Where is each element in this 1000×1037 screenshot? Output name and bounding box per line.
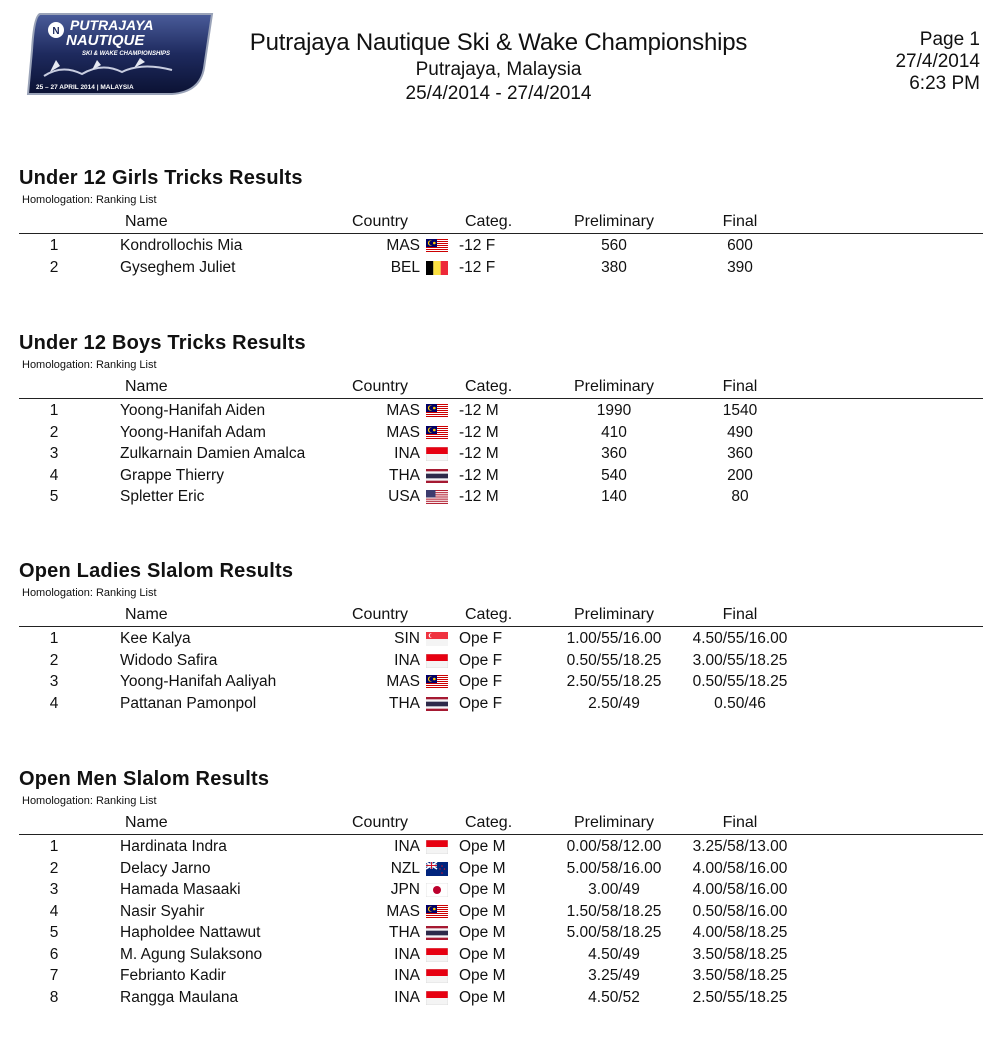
final-cell: 4.00/58/18.25 bbox=[692, 924, 788, 941]
homologation-label: Homologation: Ranking List bbox=[22, 587, 157, 599]
rank-cell: 1 bbox=[49, 838, 59, 855]
name-cell: Gyseghem Juliet bbox=[120, 258, 236, 276]
categ-cell: Ope M bbox=[459, 924, 506, 941]
final-cell: 3.25/58/13.00 bbox=[692, 838, 788, 855]
column-header-country: Country bbox=[352, 814, 409, 831]
rank-cell: 1 bbox=[49, 237, 59, 254]
categ-cell: -12 F bbox=[459, 237, 496, 254]
name-cell: Hamada Masaaki bbox=[120, 881, 241, 898]
print-date: 27/4/2014 bbox=[895, 51, 980, 72]
country-cell: JPN bbox=[390, 881, 420, 898]
country-cell: INA bbox=[394, 445, 420, 462]
flag-usa-icon bbox=[426, 490, 448, 504]
championship-logo bbox=[22, 10, 214, 96]
preliminary-cell: 5.00/58/18.25 bbox=[566, 924, 662, 941]
final-cell: 1540 bbox=[722, 402, 758, 419]
table-row bbox=[0, 401, 1000, 423]
results-rows bbox=[0, 629, 1000, 715]
name-cell: Yoong-Hanifah Aaliyah bbox=[120, 673, 277, 690]
flag-ina-icon bbox=[426, 948, 448, 962]
rank-cell: 5 bbox=[49, 924, 59, 941]
name-cell: Yoong-Hanifah Adam bbox=[120, 423, 266, 441]
rank-cell: 2 bbox=[49, 651, 59, 669]
column-headers bbox=[0, 606, 1000, 626]
flag-nzl-icon bbox=[426, 862, 448, 876]
logo-line-4: 25 – 27 APRIL 2014 | MALAYSIA bbox=[36, 84, 134, 91]
country-cell: INA bbox=[394, 988, 420, 1006]
country-cell: MAS bbox=[386, 902, 420, 920]
homologation-label: Homologation: Ranking List bbox=[22, 359, 157, 371]
rank-cell: 1 bbox=[49, 402, 59, 419]
flag-ina-icon bbox=[426, 969, 448, 983]
categ-cell: -12 M bbox=[459, 423, 499, 441]
preliminary-cell: 3.25/49 bbox=[588, 967, 640, 984]
column-header-final: Final bbox=[722, 606, 758, 623]
name-cell: Delacy Jarno bbox=[120, 859, 211, 877]
rank-cell: 3 bbox=[49, 445, 59, 462]
final-cell: 4.00/58/16.00 bbox=[692, 859, 788, 877]
column-header-categ: Categ. bbox=[465, 378, 513, 395]
column-header-preliminary: Preliminary bbox=[573, 213, 654, 230]
name-cell: Yoong-Hanifah Aiden bbox=[120, 402, 266, 419]
homologation-label: Homologation: Ranking List bbox=[22, 795, 157, 807]
section-title: Under 12 Girls Tricks Results bbox=[19, 167, 303, 189]
column-header-name: Name bbox=[125, 378, 168, 395]
report-header bbox=[0, 0, 1000, 120]
column-header-country: Country bbox=[352, 378, 409, 395]
table-row bbox=[0, 859, 1000, 881]
page-number: Page 1 bbox=[919, 29, 980, 50]
categ-cell: Ope M bbox=[459, 859, 506, 877]
column-header-final: Final bbox=[722, 378, 758, 395]
column-header-categ: Categ. bbox=[465, 814, 513, 831]
page-info bbox=[895, 29, 980, 95]
header-rule bbox=[19, 233, 983, 234]
preliminary-cell: 5.00/58/16.00 bbox=[566, 859, 662, 877]
rank-cell: 3 bbox=[49, 673, 59, 690]
rank-cell: 1 bbox=[49, 630, 59, 647]
name-cell: Pattanan Pamonpol bbox=[120, 694, 257, 712]
section-title: Open Ladies Slalom Results bbox=[19, 560, 294, 582]
name-cell: Kondrollochis Mia bbox=[120, 237, 243, 254]
header-rule bbox=[19, 398, 983, 399]
flag-ina-icon bbox=[426, 447, 448, 461]
logo-line-1: PUTRAJAYA bbox=[70, 17, 154, 33]
table-row bbox=[0, 466, 1000, 488]
country-cell: THA bbox=[389, 924, 420, 941]
final-cell: 2.50/55/18.25 bbox=[692, 988, 788, 1006]
table-row bbox=[0, 487, 1000, 509]
column-header-preliminary: Preliminary bbox=[573, 606, 654, 623]
final-cell: 0.50/46 bbox=[714, 694, 766, 712]
rank-cell: 7 bbox=[49, 967, 59, 984]
flag-mas-icon bbox=[426, 404, 448, 418]
column-header-categ: Categ. bbox=[465, 213, 513, 230]
table-row bbox=[0, 444, 1000, 466]
final-cell: 0.50/58/16.00 bbox=[692, 902, 788, 920]
table-row bbox=[0, 966, 1000, 988]
name-cell: Grappe Thierry bbox=[120, 466, 224, 484]
final-cell: 4.00/58/16.00 bbox=[692, 881, 788, 898]
rank-cell: 3 bbox=[49, 881, 59, 898]
flag-bel-icon bbox=[426, 261, 448, 275]
table-row bbox=[0, 423, 1000, 445]
rank-cell: 2 bbox=[49, 423, 59, 441]
rank-cell: 4 bbox=[49, 466, 59, 484]
final-cell: 390 bbox=[727, 258, 753, 276]
rank-cell: 4 bbox=[49, 902, 59, 920]
categ-cell: Ope M bbox=[459, 881, 506, 898]
categ-cell: Ope F bbox=[459, 651, 503, 669]
flag-mas-icon bbox=[426, 239, 448, 253]
name-cell: Nasir Syahir bbox=[120, 902, 205, 920]
preliminary-cell: 0.00/58/12.00 bbox=[566, 838, 662, 855]
column-header-preliminary: Preliminary bbox=[573, 378, 654, 395]
column-header-name: Name bbox=[125, 213, 168, 230]
country-cell: MAS bbox=[386, 673, 420, 690]
name-cell: Widodo Safira bbox=[120, 651, 218, 669]
name-cell: Rangga Maulana bbox=[120, 988, 239, 1006]
rank-cell: 5 bbox=[49, 488, 59, 505]
preliminary-cell: 410 bbox=[601, 423, 627, 441]
report-location: Putrajaya, Malaysia bbox=[415, 59, 582, 80]
categ-cell: Ope F bbox=[459, 673, 503, 690]
rank-cell: 6 bbox=[49, 945, 59, 963]
country-cell: BEL bbox=[390, 258, 420, 276]
final-cell: 600 bbox=[727, 237, 753, 254]
table-row bbox=[0, 694, 1000, 716]
final-cell: 4.50/55/16.00 bbox=[692, 630, 788, 647]
country-cell: NZL bbox=[390, 859, 420, 877]
name-cell: Kee Kalya bbox=[120, 630, 191, 647]
country-cell: USA bbox=[388, 488, 420, 505]
country-cell: MAS bbox=[386, 402, 420, 419]
table-row bbox=[0, 880, 1000, 902]
column-header-final: Final bbox=[722, 814, 758, 831]
print-time: 6:23 PM bbox=[909, 73, 980, 94]
column-header-name: Name bbox=[125, 814, 168, 831]
preliminary-cell: 1.50/58/18.25 bbox=[566, 902, 662, 920]
name-cell: Zulkarnain Damien Amalca bbox=[120, 445, 306, 462]
table-row bbox=[0, 651, 1000, 673]
preliminary-cell: 1990 bbox=[596, 402, 632, 419]
preliminary-cell: 3.00/49 bbox=[588, 881, 640, 898]
table-row bbox=[0, 258, 1000, 280]
final-cell: 490 bbox=[727, 423, 753, 441]
preliminary-cell: 360 bbox=[601, 445, 627, 462]
rank-cell: 4 bbox=[49, 694, 59, 712]
country-cell: INA bbox=[394, 967, 420, 984]
name-cell: Hardinata Indra bbox=[120, 838, 227, 855]
country-cell: SIN bbox=[394, 630, 420, 647]
preliminary-cell: 380 bbox=[601, 258, 627, 276]
results-rows bbox=[0, 236, 1000, 279]
column-header-country: Country bbox=[352, 213, 409, 230]
categ-cell: Ope M bbox=[459, 838, 506, 855]
final-cell: 3.50/58/18.25 bbox=[692, 967, 788, 984]
final-cell: 360 bbox=[727, 445, 753, 462]
preliminary-cell: 2.50/49 bbox=[588, 694, 640, 712]
categ-cell: -12 M bbox=[459, 466, 499, 484]
table-row bbox=[0, 945, 1000, 967]
preliminary-cell: 2.50/55/18.25 bbox=[566, 673, 662, 690]
flag-sin-icon bbox=[426, 632, 448, 646]
categ-cell: Ope F bbox=[459, 694, 503, 712]
final-cell: 80 bbox=[731, 488, 749, 505]
name-cell: Spletter Eric bbox=[120, 488, 205, 505]
column-headers bbox=[0, 814, 1000, 834]
preliminary-cell: 4.50/52 bbox=[588, 988, 640, 1006]
rank-cell: 2 bbox=[49, 258, 59, 276]
flag-mas-icon bbox=[426, 426, 448, 440]
preliminary-cell: 540 bbox=[601, 466, 627, 484]
results-rows bbox=[0, 401, 1000, 509]
preliminary-cell: 140 bbox=[601, 488, 627, 505]
final-cell: 3.00/55/18.25 bbox=[692, 651, 788, 669]
column-header-final: Final bbox=[722, 213, 758, 230]
flag-mas-icon bbox=[426, 675, 448, 689]
country-cell: MAS bbox=[386, 423, 420, 441]
flag-tha-icon bbox=[426, 926, 448, 940]
flag-ina-icon bbox=[426, 991, 448, 1005]
column-header-categ: Categ. bbox=[465, 606, 513, 623]
flag-mas-icon bbox=[426, 905, 448, 919]
report-title: Putrajaya Nautique Ski & Wake Championships bbox=[249, 29, 748, 56]
table-row bbox=[0, 837, 1000, 859]
table-row bbox=[0, 902, 1000, 924]
section-title: Open Men Slalom Results bbox=[19, 768, 270, 790]
table-row bbox=[0, 988, 1000, 1010]
column-header-country: Country bbox=[352, 606, 409, 623]
categ-cell: Ope M bbox=[459, 945, 506, 963]
header-rule bbox=[19, 834, 983, 835]
categ-cell: -12 M bbox=[459, 488, 499, 505]
country-cell: INA bbox=[394, 651, 420, 669]
rank-cell: 8 bbox=[49, 988, 59, 1006]
results-rows bbox=[0, 837, 1000, 1009]
name-cell: Febrianto Kadir bbox=[120, 967, 226, 984]
table-row bbox=[0, 672, 1000, 694]
column-headers bbox=[0, 378, 1000, 398]
preliminary-cell: 4.50/49 bbox=[588, 945, 640, 963]
final-cell: 3.50/58/18.25 bbox=[692, 945, 788, 963]
country-cell: INA bbox=[394, 945, 420, 963]
flag-tha-icon bbox=[426, 697, 448, 711]
table-row bbox=[0, 629, 1000, 651]
logo-line-2: NAUTIQUE bbox=[66, 32, 145, 49]
name-cell: Hapholdee Nattawut bbox=[120, 924, 261, 941]
table-row bbox=[0, 236, 1000, 258]
table-row bbox=[0, 923, 1000, 945]
categ-cell: -12 M bbox=[459, 445, 499, 462]
categ-cell: -12 M bbox=[459, 402, 499, 419]
country-cell: INA bbox=[394, 838, 420, 855]
categ-cell: -12 F bbox=[459, 258, 496, 276]
logo-line-3: SKI & WAKE CHAMPIONSHIPS bbox=[82, 51, 171, 57]
flag-ina-icon bbox=[426, 840, 448, 854]
flag-tha-icon bbox=[426, 469, 448, 483]
preliminary-cell: 560 bbox=[601, 237, 627, 254]
rank-cell: 2 bbox=[49, 859, 59, 877]
flag-jpn-icon bbox=[426, 883, 448, 897]
categ-cell: Ope F bbox=[459, 630, 503, 647]
svg-text:N: N bbox=[52, 26, 60, 37]
column-header-preliminary: Preliminary bbox=[573, 814, 654, 831]
final-cell: 0.50/55/18.25 bbox=[692, 673, 788, 690]
final-cell: 200 bbox=[727, 466, 753, 484]
homologation-label: Homologation: Ranking List bbox=[22, 194, 157, 206]
flag-ina-icon bbox=[426, 654, 448, 668]
name-cell: M. Agung Sulaksono bbox=[120, 945, 263, 963]
column-header-name: Name bbox=[125, 606, 168, 623]
section-title: Under 12 Boys Tricks Results bbox=[19, 332, 306, 354]
column-headers bbox=[0, 213, 1000, 233]
report-dates: 25/4/2014 - 27/4/2014 bbox=[405, 83, 592, 104]
preliminary-cell: 0.50/55/18.25 bbox=[566, 651, 662, 669]
categ-cell: Ope M bbox=[459, 988, 506, 1006]
categ-cell: Ope M bbox=[459, 967, 506, 984]
preliminary-cell: 1.00/55/16.00 bbox=[566, 630, 662, 647]
country-cell: THA bbox=[389, 466, 420, 484]
country-cell: MAS bbox=[386, 237, 420, 254]
header-rule bbox=[19, 626, 983, 627]
categ-cell: Ope M bbox=[459, 902, 506, 920]
country-cell: THA bbox=[389, 694, 420, 712]
